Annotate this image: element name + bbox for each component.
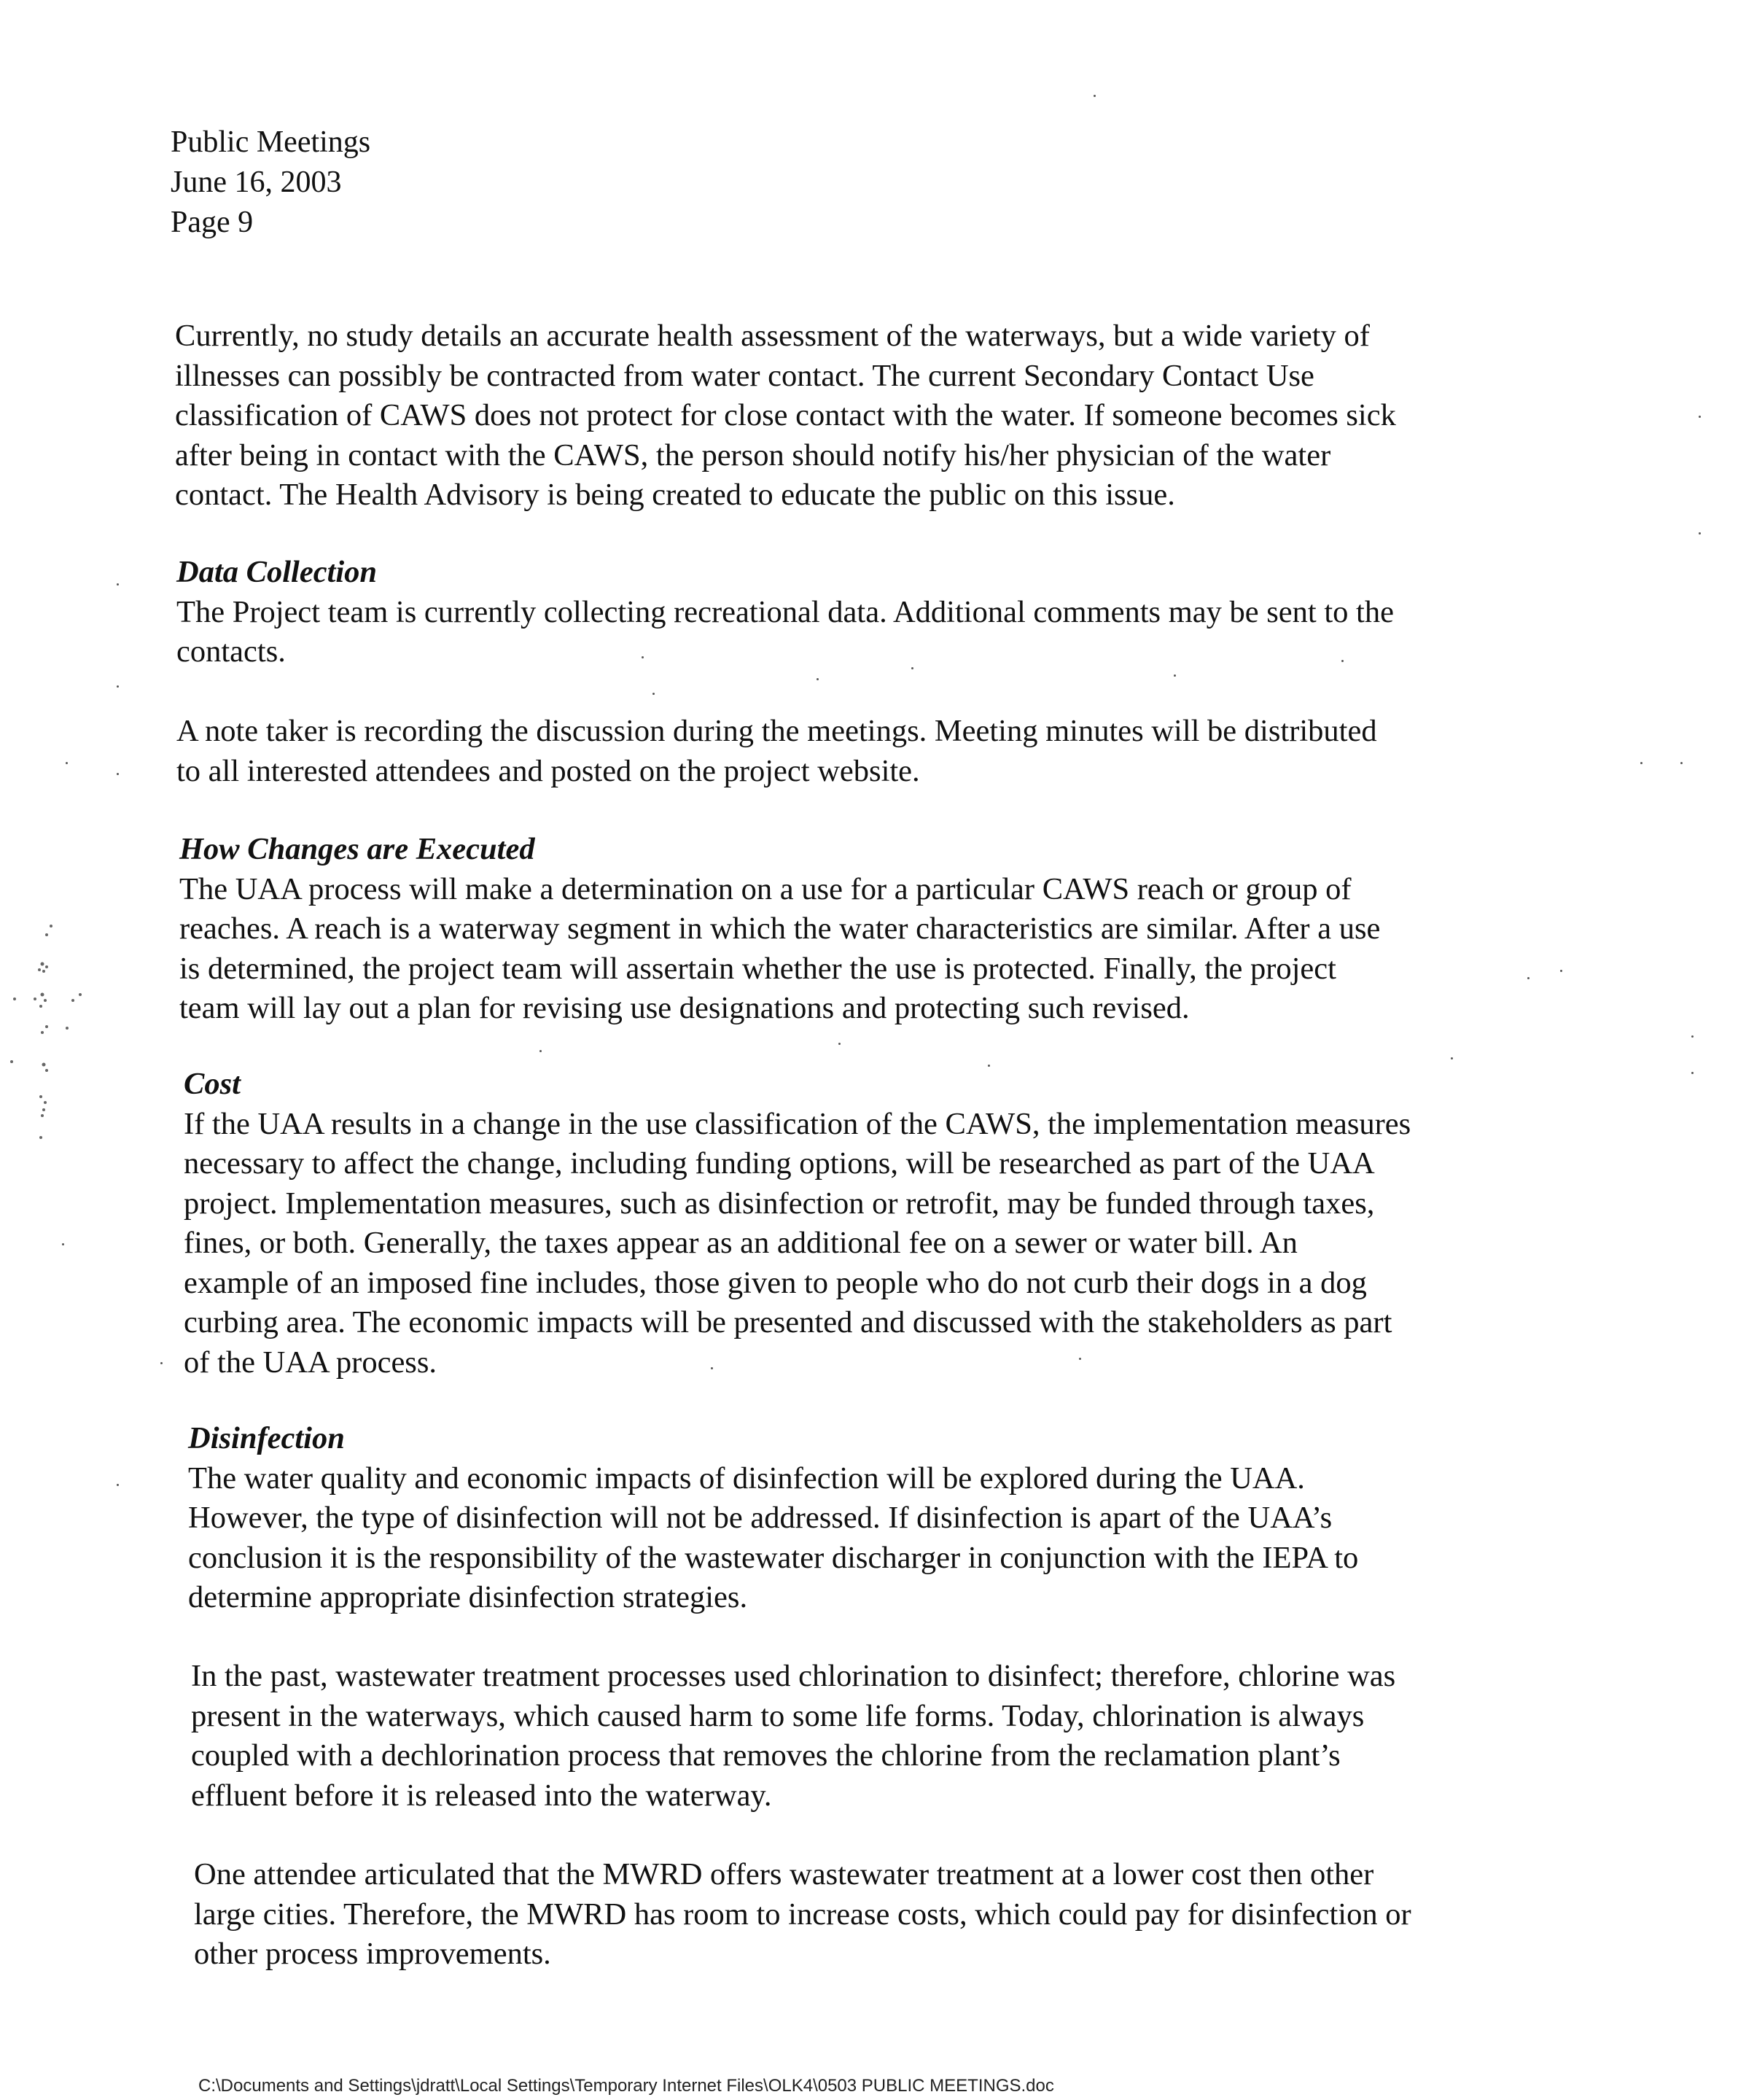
scan-speck bbox=[1451, 1057, 1453, 1059]
paragraph-line: contacts. bbox=[176, 634, 286, 669]
paragraph-line: example of an imposed fine includes, those given to people who do not curb their dogs in a dog bbox=[184, 1265, 1367, 1300]
paragraph-line: The Project team is currently collecting recreational data. Additional comments may be sent to the bbox=[176, 594, 1394, 629]
past-paragraph bbox=[191, 1657, 1562, 1816]
header-date: June 16, 2003 bbox=[171, 166, 342, 199]
section-heading: Data Collection bbox=[176, 555, 378, 589]
paragraph-line: contact. The Health Advisory is being created to educate the public on this issue. bbox=[175, 478, 1175, 512]
paragraph-line: However, the type of disinfection will not be addressed. If disinfection is apart of the UAA’s bbox=[188, 1501, 1333, 1535]
paragraph-line: conclusion it is the responsibility of the wastewater discharger in conjunction with the IEPA to bbox=[188, 1540, 1359, 1575]
paragraph-line: other process improvements. bbox=[194, 1937, 551, 1971]
scan-speck bbox=[117, 583, 119, 586]
paragraph-line: coupled with a dechlorination process that removes the chlorine from the reclamation plant’s bbox=[191, 1738, 1341, 1773]
paragraph-line: determine appropriate disinfection strategies. bbox=[188, 1580, 748, 1614]
header-title: Public Meetings bbox=[171, 125, 371, 159]
paragraph-line: The UAA process will make a determination on a use for a particular CAWS reach or group of bbox=[179, 871, 1352, 906]
cost-section bbox=[184, 1065, 1554, 1382]
scan-speck bbox=[652, 693, 655, 695]
paragraph-line: of the UAA process. bbox=[184, 1345, 437, 1380]
page-header bbox=[171, 122, 370, 243]
paragraph-line: In the past, wastewater treatment processes used chlorination to disinfect; therefore, chlorine was bbox=[191, 1659, 1396, 1693]
scan-speck bbox=[1699, 532, 1701, 534]
scan-speck bbox=[160, 1362, 163, 1364]
intro-paragraph bbox=[175, 316, 1546, 516]
disinfection-section bbox=[188, 1419, 1559, 1618]
section-heading: How Changes are Executed bbox=[179, 832, 535, 866]
paragraph-line: fines, or both. Generally, the taxes appear as an additional fee on a sewer or water bill. An bbox=[184, 1226, 1298, 1260]
scan-speck bbox=[911, 667, 913, 669]
note-taker-paragraph bbox=[176, 712, 1547, 791]
section-heading: Disinfection bbox=[188, 1421, 345, 1455]
scan-speck bbox=[1560, 970, 1562, 972]
footer-file-path: C:\Documents and Settings\jdratt\Local Settings\Temporary Internet Files\OLK4\0503 PUBLIC MEETINGS.doc bbox=[198, 2076, 1054, 2096]
data-collection-section bbox=[176, 553, 1547, 672]
scan-speck bbox=[642, 656, 644, 658]
scan-speck bbox=[1527, 977, 1529, 979]
scan-speck bbox=[711, 1367, 713, 1369]
scan-speck bbox=[539, 1050, 542, 1052]
paragraph-line: project. Implementation measures, such as disinfection or retrofit, may be funded through taxes, bbox=[184, 1186, 1375, 1221]
paragraph-line: The water quality and economic impacts of disinfection will be explored during the UAA. bbox=[188, 1461, 1305, 1496]
scan-speck bbox=[1640, 762, 1642, 764]
paragraph-line: If the UAA results in a change in the use classification of the CAWS, the implementation measures bbox=[184, 1106, 1411, 1141]
scan-speck bbox=[62, 1243, 64, 1245]
attendee-paragraph bbox=[194, 1855, 1564, 1975]
paragraph-line: team will lay out a plan for revising use designations and protecting such revised. bbox=[179, 991, 1190, 1025]
paragraph-line: One attendee articulated that the MWRD offers wastewater treatment at a lower cost then other bbox=[194, 1857, 1374, 1891]
paragraph-line: A note taker is recording the discussion during the meetings. Meeting minutes will be distributed bbox=[176, 714, 1377, 748]
paragraph-line: reaches. A reach is a waterway segment in which the water characteristics are similar. After a use bbox=[179, 911, 1381, 946]
paragraph-line: present in the waterways, which caused harm to some life forms. Today, chlorination is always bbox=[191, 1698, 1365, 1733]
paragraph-line: necessary to affect the change, including funding options, will be researched as part of the UAA bbox=[184, 1146, 1375, 1181]
scan-speck bbox=[1691, 1072, 1694, 1074]
scan-speck bbox=[117, 1484, 119, 1486]
paragraph-line: illnesses can possibly be contracted from water contact. The current Secondary Contact Use bbox=[175, 358, 1314, 393]
section-heading: Cost bbox=[184, 1067, 241, 1101]
scan-speck bbox=[117, 685, 119, 688]
paragraph-line: to all interested attendees and posted on the project website. bbox=[176, 753, 920, 788]
scan-speck bbox=[1094, 95, 1096, 97]
scan-speck bbox=[817, 678, 819, 680]
scan-speck bbox=[1174, 674, 1176, 677]
scan-speck bbox=[66, 762, 68, 764]
paragraph-line: classification of CAWS does not protect for close contact with the water. If someone becomes sick bbox=[175, 398, 1396, 432]
scan-speck bbox=[1691, 1035, 1694, 1038]
scan-speck bbox=[838, 1043, 841, 1045]
scan-speck bbox=[1079, 1358, 1081, 1360]
scan-noise-cluster bbox=[0, 919, 87, 1181]
header-page-number: Page 9 bbox=[171, 206, 254, 239]
scan-speck bbox=[1341, 660, 1344, 662]
scan-speck bbox=[1699, 416, 1701, 418]
scan-speck bbox=[117, 773, 119, 775]
how-changes-section bbox=[179, 830, 1550, 1029]
paragraph-line: curbing area. The economic impacts will be presented and discussed with the stakeholders as part bbox=[184, 1305, 1392, 1339]
paragraph-line: Currently, no study details an accurate health assessment of the waterways, but a wide variety of bbox=[175, 319, 1370, 353]
paragraph-line: is determined, the project team will assertain whether the use is protected. Finally, the project bbox=[179, 951, 1336, 986]
scan-speck bbox=[988, 1065, 990, 1067]
paragraph-line: after being in contact with the CAWS, the person should notify his/her physician of the water bbox=[175, 438, 1331, 472]
paragraph-line: large cities. Therefore, the MWRD has room to increase costs, which could pay for disinfection or bbox=[194, 1897, 1411, 1932]
scan-speck bbox=[1680, 762, 1683, 764]
paragraph-line: effluent before it is released into the waterway. bbox=[191, 1778, 772, 1813]
